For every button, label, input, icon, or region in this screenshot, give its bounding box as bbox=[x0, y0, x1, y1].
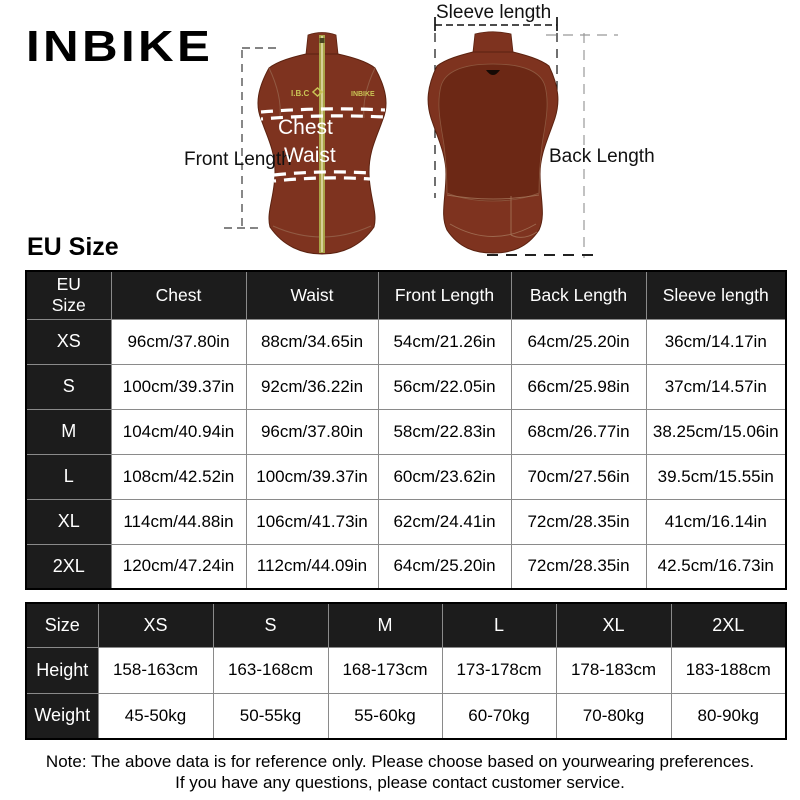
eu-table-header-cell: Waist bbox=[246, 271, 378, 319]
table-cell: 100cm/39.37in bbox=[246, 454, 378, 499]
brand-logo: INBIKE bbox=[26, 22, 214, 71]
table-cell: 66cm/25.98in bbox=[511, 364, 646, 409]
row-label-cell: XS bbox=[26, 319, 111, 364]
table-cell: 112cm/44.09in bbox=[246, 544, 378, 589]
table-cell: 72cm/28.35in bbox=[511, 499, 646, 544]
table-cell: 62cm/24.41in bbox=[378, 499, 511, 544]
sleeve-length-label: Sleeve length bbox=[436, 2, 552, 23]
row-label-cell: Weight bbox=[26, 693, 98, 739]
table-row bbox=[26, 693, 786, 739]
body-table-header-cell: Size bbox=[26, 603, 98, 647]
table-cell: 173-178cm bbox=[442, 647, 556, 693]
chest-brand-text-right: INBIKE bbox=[351, 91, 375, 98]
table-cell: 55-60kg bbox=[328, 693, 442, 739]
table-cell: 108cm/42.52in bbox=[111, 454, 246, 499]
table-cell: 183-188cm bbox=[671, 647, 786, 693]
table-cell: 114cm/44.88in bbox=[111, 499, 246, 544]
table-cell: 100cm/39.37in bbox=[111, 364, 246, 409]
body-table-header-cell: XS bbox=[98, 603, 213, 647]
table-cell: 64cm/25.20in bbox=[511, 319, 646, 364]
table-cell: 64cm/25.20in bbox=[378, 544, 511, 589]
eu-size-table bbox=[25, 270, 787, 590]
body-table-header-cell: M bbox=[328, 603, 442, 647]
eu-table-header-cell: Chest bbox=[111, 271, 246, 319]
table-cell: 56cm/22.05in bbox=[378, 364, 511, 409]
row-label-cell: M bbox=[26, 409, 111, 454]
eu-table-header-cell: Front Length bbox=[378, 271, 511, 319]
eu-table-header-row bbox=[26, 271, 786, 319]
table-cell: 70-80kg bbox=[556, 693, 671, 739]
table-row bbox=[26, 454, 786, 499]
table-cell: 54cm/21.26in bbox=[378, 319, 511, 364]
body-table-header-cell: 2XL bbox=[671, 603, 786, 647]
table-cell: 80-90kg bbox=[671, 693, 786, 739]
table-cell: 168-173cm bbox=[328, 647, 442, 693]
body-table-header-row bbox=[26, 603, 786, 647]
table-row bbox=[26, 647, 786, 693]
table-cell: 92cm/36.22in bbox=[246, 364, 378, 409]
note-line-2: If you have any questions, please contact customer service. bbox=[175, 773, 625, 792]
footer-note bbox=[0, 751, 800, 793]
table-row bbox=[26, 319, 786, 364]
eu-table-header-cell: EU Size bbox=[26, 271, 111, 319]
table-cell: 60-70kg bbox=[442, 693, 556, 739]
table-cell: 70cm/27.56in bbox=[511, 454, 646, 499]
table-cell: 50-55kg bbox=[213, 693, 328, 739]
table-cell: 88cm/34.65in bbox=[246, 319, 378, 364]
eu-table-header-cell: Sleeve length bbox=[646, 271, 786, 319]
row-label-cell: Height bbox=[26, 647, 98, 693]
eu-table-header-cell: Back Length bbox=[511, 271, 646, 319]
table-row bbox=[26, 409, 786, 454]
back-vest-illustration bbox=[428, 32, 558, 253]
body-table-header-cell: S bbox=[213, 603, 328, 647]
row-label-cell: XL bbox=[26, 499, 111, 544]
table-cell: 96cm/37.80in bbox=[246, 409, 378, 454]
table-cell: 163-168cm bbox=[213, 647, 328, 693]
table-cell: 37cm/14.57in bbox=[646, 364, 786, 409]
table-cell: 38.25cm/15.06in bbox=[646, 409, 786, 454]
table-row bbox=[26, 499, 786, 544]
row-label-cell: L bbox=[26, 454, 111, 499]
table-cell: 36cm/14.17in bbox=[646, 319, 786, 364]
front-length-label: Front Length bbox=[184, 149, 292, 170]
row-label-cell: S bbox=[26, 364, 111, 409]
table-cell: 58cm/22.83in bbox=[378, 409, 511, 454]
chest-brand-text: I.B.C bbox=[291, 89, 310, 98]
table-cell: 178-183cm bbox=[556, 647, 671, 693]
table-cell: 45-50kg bbox=[98, 693, 213, 739]
table-cell: 120cm/47.24in bbox=[111, 544, 246, 589]
table-cell: 39.5cm/15.55in bbox=[646, 454, 786, 499]
table-cell: 104cm/40.94in bbox=[111, 409, 246, 454]
section-title: EU Size bbox=[27, 233, 119, 261]
table-cell: 60cm/23.62in bbox=[378, 454, 511, 499]
note-line-1: Note: The above data is for reference only. Please choose based on yourwearing preferences. bbox=[45, 752, 755, 771]
table-row bbox=[26, 364, 786, 409]
table-cell: 41cm/16.14in bbox=[646, 499, 786, 544]
table-cell: 158-163cm bbox=[98, 647, 213, 693]
chest-label: Chest bbox=[278, 116, 333, 139]
table-row bbox=[26, 544, 786, 589]
table-cell: 72cm/28.35in bbox=[511, 544, 646, 589]
table-cell: 106cm/41.73in bbox=[246, 499, 378, 544]
back-length-label: Back Length bbox=[549, 146, 655, 167]
body-table-header-cell: XL bbox=[556, 603, 671, 647]
table-cell: 42.5cm/16.73in bbox=[646, 544, 786, 589]
table-cell: 96cm/37.80in bbox=[111, 319, 246, 364]
row-label-cell: 2XL bbox=[26, 544, 111, 589]
table-cell: 68cm/26.77in bbox=[511, 409, 646, 454]
body-table-header-cell: L bbox=[442, 603, 556, 647]
body-size-table bbox=[25, 602, 787, 740]
waist-label: Waist bbox=[284, 144, 336, 167]
